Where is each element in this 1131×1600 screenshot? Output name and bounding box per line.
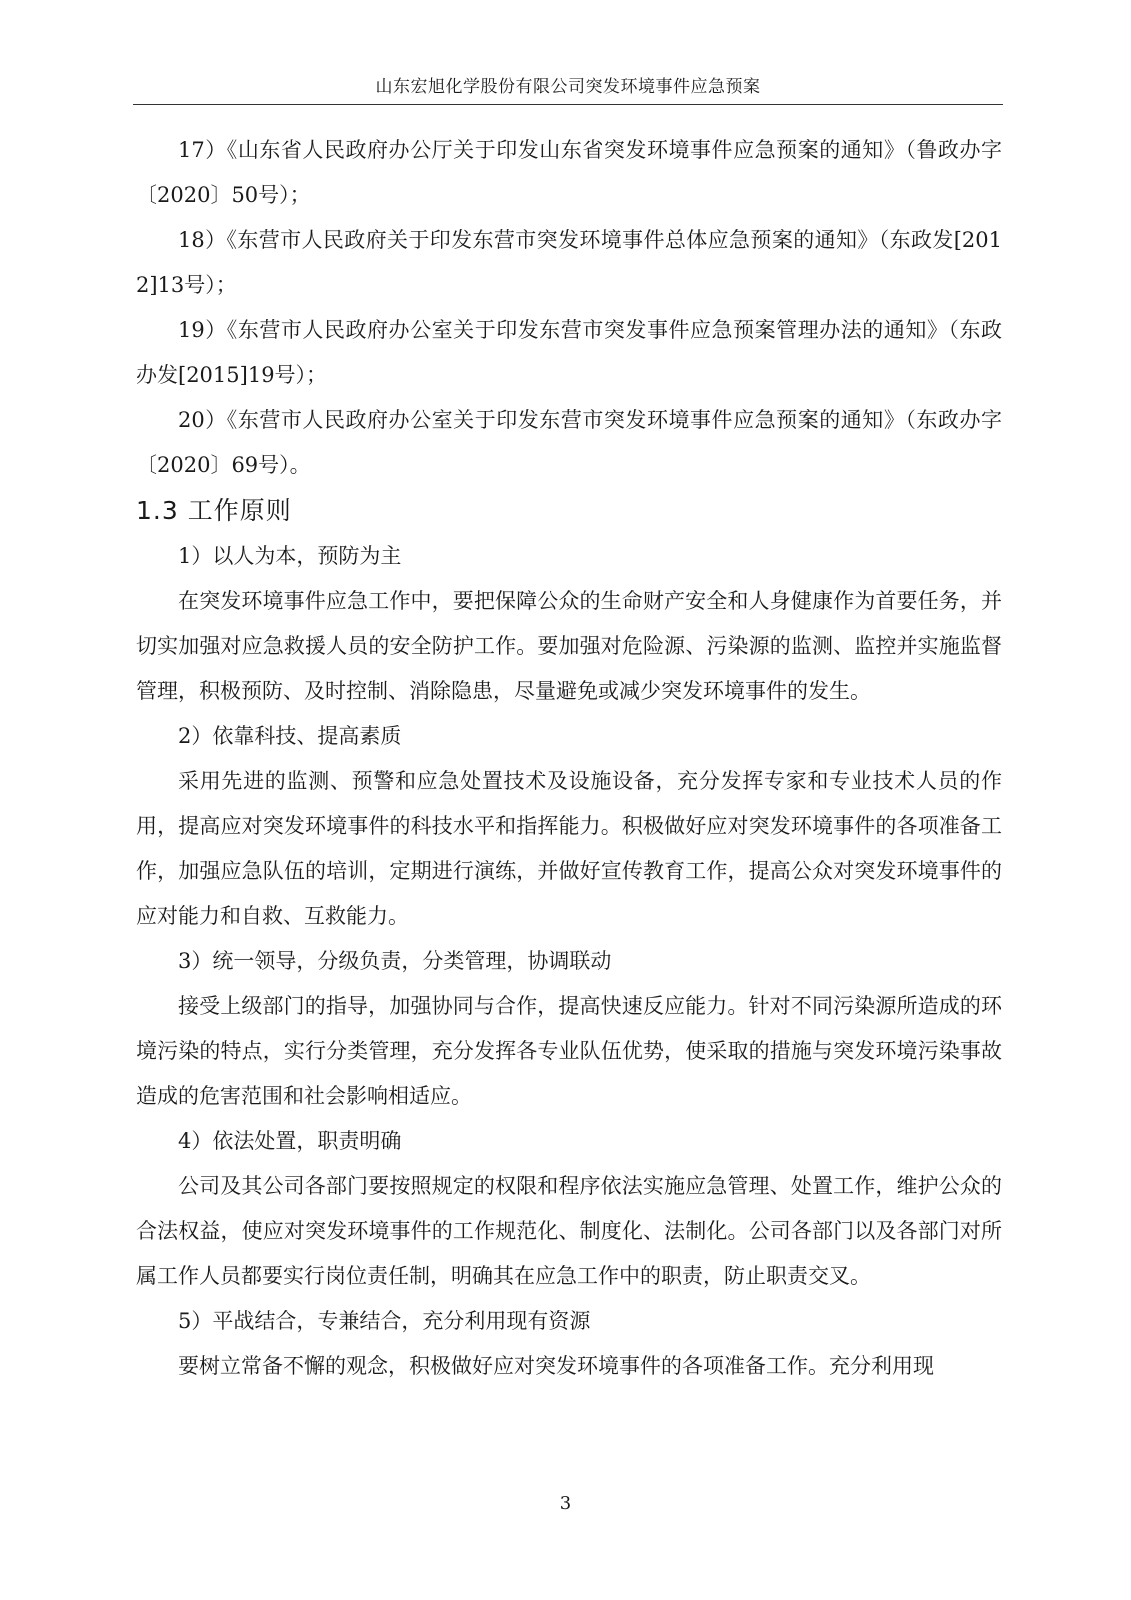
principle-title: 3）统一领导，分级负责，分类管理，协调联动 [178,949,612,973]
principle-body: 要树立常备不懈的观念，积极做好应对突发环境事件的各项准备工作。充分利用现 [178,1354,934,1378]
principle-body: 接受上级部门的指导，加强协同与合作，提高快速反应能力。针对不同污染源所造成的环境污染的特点，实行分类管理，充分发挥各专业队伍优势，使采取的措施与突发环境污染事故造成的危害范围和社会影响相适应。 [136,994,1002,1108]
reference-item: 18）《东营市人民政府关于印发东营市突发环境事件总体应急预案的通知》（东政发[2012]13号）； [136,228,1002,297]
page-number: 3 [559,1493,572,1514]
page-header [133,74,1003,105]
principle-title: 1）以人为本，预防为主 [178,544,402,568]
reference-item: 20）《东营市人民政府办公室关于印发东营市突发环境事件应急预案的通知》（东政办字〔2020〕69号）。 [136,408,1002,477]
principle-title: 2）依靠科技、提高素质 [178,724,402,748]
principle-body: 采用先进的监测、预警和应急处置技术及设施设备，充分发挥专家和专业技术人员的作用，提高应对突发环境事件的科技水平和指挥能力。积极做好应对突发环境事件的各项准备工作，加强应急队伍的培训，定期进行演练，并做好宣传教育工作，提高公众对突发环境事件的应对能力和自救、互救能力。 [136,769,1002,928]
principle-title: 5）平战结合，专兼结合，充分利用现有资源 [178,1309,591,1333]
reference-item: 19）《东营市人民政府办公室关于印发东营市突发事件应急预案管理办法的通知》（东政办发[2015]19号）； [136,318,1002,387]
principle-body: 公司及其公司各部门要按照规定的权限和程序依法实施应急管理、处置工作，维护公众的合法权益，使应对突发环境事件的工作规范化、制度化、法制化。公司各部门以及各部门对所属工作人员都要实行岗位责任制，明确其在应急工作中的职责，防止职责交叉。 [136,1174,1002,1288]
page-content [136,128,1002,1389]
section-heading: 1.3 工作原则 [136,496,292,525]
principle-title: 4）依法处置，职责明确 [178,1129,402,1153]
document-title: 山东宏旭化学股份有限公司突发环境事件应急预案 [375,77,761,97]
reference-item: 17）《山东省人民政府办公厅关于印发山东省突发环境事件应急预案的通知》（鲁政办字〔2020〕50号）； [136,138,1002,207]
principle-body: 在突发环境事件应急工作中，要把保障公众的生命财产安全和人身健康作为首要任务，并切实加强对应急救援人员的安全防护工作。要加强对危险源、污染源的监测、监控并实施监督管理，积极预防、及时控制、消除隐患，尽量避免或减少突发环境事件的发生。 [136,589,1002,703]
